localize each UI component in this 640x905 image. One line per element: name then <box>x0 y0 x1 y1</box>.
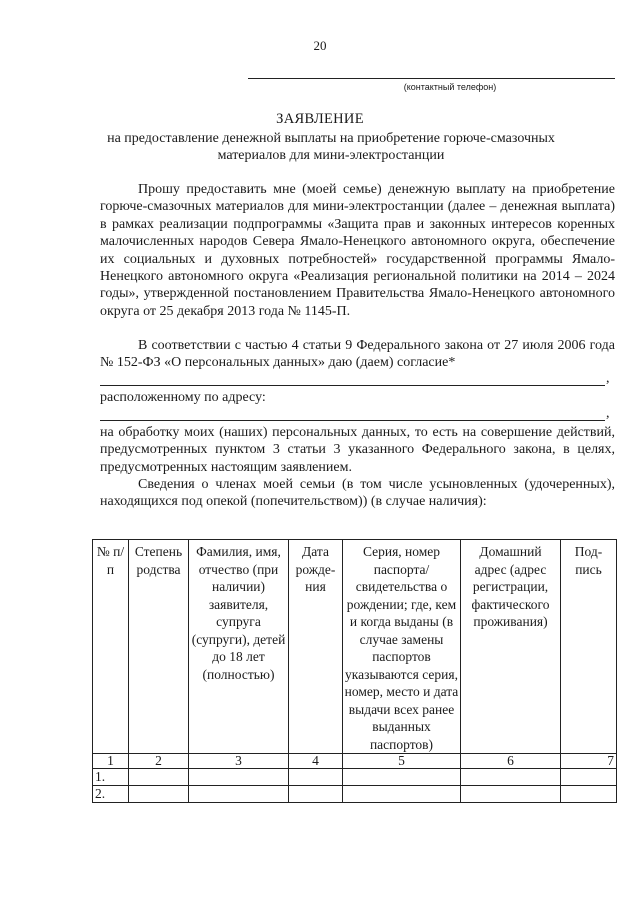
column-number: 6 <box>461 754 561 769</box>
header-relation: Степень родства <box>129 540 189 754</box>
processing-paragraph: на обработку моих (наших) персональных данных, то есть на совершение действий, предусмотренных пунктом 3 статьи 3 указанного Федерального закона, в целях, предусмотренных настоящим заявлением. <box>100 425 615 475</box>
table-row <box>93 786 617 803</box>
family-info-paragraph: Сведения о членах моей семьи (в том числе усыновленных (удочеренных), находящихся под опекой (попечительством)) (в случае наличия): <box>100 477 615 510</box>
column-number: 1 <box>93 754 129 769</box>
table-row <box>93 769 617 786</box>
passport-cell[interactable] <box>343 769 461 786</box>
column-number-row <box>93 754 617 769</box>
address-comma: , <box>606 406 610 421</box>
subtitle-line-1: на предоставление денежной выплаты на приобретение горюче-смазочных <box>107 131 555 146</box>
header-address: Домашний адрес (адрес регистрации, фактического проживания) <box>461 540 561 754</box>
table-header-row <box>93 540 617 754</box>
header-passport: Серия, номер паспорта/ свидетельства о рождении; где, кем и когда выданы (в случае замены паспортов указываются серия, номер, место и дата выдачи всех ранее выданных паспортов) <box>343 540 461 754</box>
relation-cell[interactable] <box>129 769 189 786</box>
consent-paragraph: В соответствии с частью 4 статьи 9 Федерального закона от 27 июля 2006 года № 152-ФЗ «О персональных данных» даю (даем) согласие* <box>100 338 615 371</box>
full-name-cell[interactable] <box>189 786 289 803</box>
phone-signature-line <box>248 78 615 79</box>
full-name-cell[interactable] <box>189 769 289 786</box>
signature-cell[interactable] <box>561 786 617 803</box>
row-number: 1. <box>93 769 129 786</box>
address-cell[interactable] <box>461 786 561 803</box>
header-birth-date: Дата рожде-ния <box>289 540 343 754</box>
address-label: расположенному по адресу: <box>100 390 266 405</box>
column-number: 7 <box>561 754 617 769</box>
consent-name-comma: , <box>606 371 610 386</box>
family-members-table <box>92 539 617 803</box>
consent-name-line[interactable] <box>100 385 605 386</box>
document-subtitle <box>100 130 562 164</box>
page-number: 20 <box>313 38 327 53</box>
column-number: 4 <box>289 754 343 769</box>
row-number: 2. <box>93 786 129 803</box>
document-title: ЗАЯВЛЕНИЕ <box>276 111 364 127</box>
passport-cell[interactable] <box>343 786 461 803</box>
column-number: 2 <box>129 754 189 769</box>
signature-cell[interactable] <box>561 769 617 786</box>
request-paragraph: Прошу предоставить мне (моей семье) денежную выплату на приобретение горюче-смазочных материалов для мини-электростанции (далее – денежная выплата) в рамках реализации подпрограммы «Защита прав и законных интересов коренных малочисленных народов Севера Ямало-Ненецкого автономного округа, обеспечение их социальных и духовных потребностей» государственной программы Ямало-Ненецкого автономного округа «Реализация региональной политики на 2014 – 2024 годы», утвержденной постановлением Правительства Ямало-Ненецкого автономного округа от 25 декабря 2013 года № 1145-П. <box>100 182 615 319</box>
header-number: № п/п <box>93 540 129 754</box>
address-cell[interactable] <box>461 769 561 786</box>
header-full-name: Фамилия, имя, отчество (при наличии) заявителя, супруга (супруги), детей до 18 лет (полностью) <box>189 540 289 754</box>
phone-caption: (контактный телефон) <box>403 82 497 92</box>
column-number: 5 <box>343 754 461 769</box>
birth-date-cell[interactable] <box>289 786 343 803</box>
column-number: 3 <box>189 754 289 769</box>
subtitle-line-2: материалов для мини-электростанции <box>217 148 445 163</box>
header-signature: Под-пись <box>561 540 617 754</box>
birth-date-cell[interactable] <box>289 769 343 786</box>
relation-cell[interactable] <box>129 786 189 803</box>
address-line[interactable] <box>100 420 605 421</box>
